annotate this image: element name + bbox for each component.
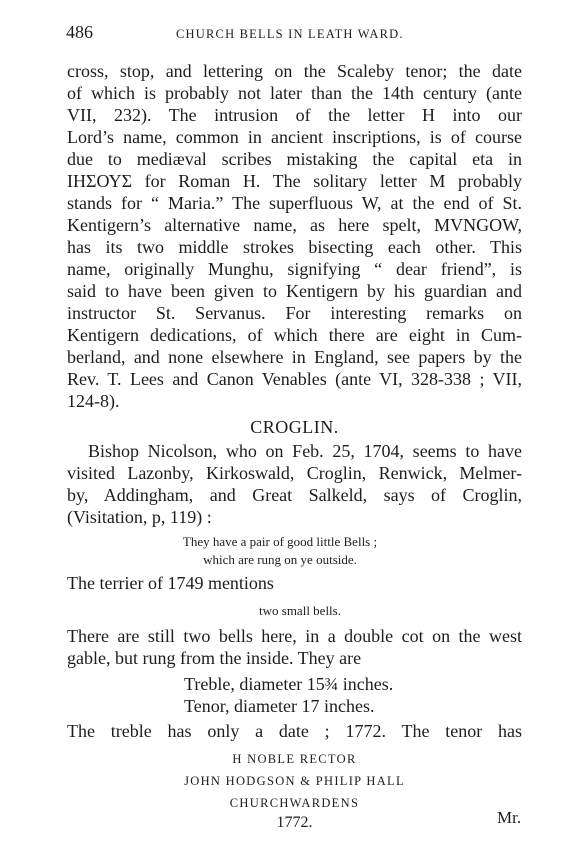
text-line: instructor St. Servanus. For interesting remarks on <box>67 303 522 323</box>
text-line: gable, but rung from the inside. They are <box>67 648 362 668</box>
text-line: (Visitation, p, 119) : <box>67 507 212 527</box>
text-line: VII, 232). The intrusion of the letter H into our <box>67 105 522 125</box>
inscription-line: CHURCHWARDENS <box>229 796 360 810</box>
text-line: Kentigern’s alternative name, as here spelt, MVNGOW, <box>67 215 522 235</box>
text-line: of which is probably not later than the 14th century (ante <box>67 83 522 103</box>
inscription-line: JOHN HODGSON & PHILIP HALL <box>184 774 405 788</box>
page-number: 486 <box>66 22 93 42</box>
text-line: berland, and none elsewhere in England, see papers by the <box>67 347 522 367</box>
quotation-line: two small bells. <box>259 603 341 618</box>
running-title: CHURCH BELLS IN LEATH WARD. <box>176 27 404 41</box>
text-line: by, Addingham, and Great Salkeld, says of Croglin, <box>67 485 522 505</box>
text-line: Rev. T. Lees and Canon Venables (ante VI, 328-338 ; VII, <box>67 369 522 389</box>
text-line: due to mediæval scribes mistaking the capital eta in <box>67 149 522 169</box>
text-line: has its two middle strokes bisecting each other. This <box>67 237 522 257</box>
text-line: There are still two bells here, in a double cot on the west <box>67 626 522 646</box>
inscription-date: 1772. <box>276 814 313 831</box>
bell-tenor: Tenor, diameter 17 inches. <box>184 696 375 716</box>
text-line: 124-8). <box>67 391 120 411</box>
text-line: visited Lazonby, Kirkoswald, Croglin, Renwick, Melmer- <box>67 463 522 483</box>
quotation-line: They have a pair of good little Bells ; <box>182 534 378 549</box>
text-line: stands for “ Maria.” The superfluous W, at the end of St. <box>67 193 522 213</box>
quotation-line: which are rung on ye outside. <box>203 552 357 567</box>
inscription-line: H NOBLE RECTOR <box>232 752 357 766</box>
text-line: Lord’s name, common in ancient inscriptions, is of course <box>67 127 522 147</box>
catchword: Mr. <box>497 808 522 827</box>
text-line: name, originally Munghu, signifying “ dear friend”, is <box>67 259 522 279</box>
text-line: Bishop Nicolson, who on Feb. 25, 1704, seems to have <box>88 441 522 461</box>
text-line: cross, stop, and lettering on the Scaleby tenor; the date <box>67 61 522 81</box>
text-line: Kentigern dedications, of which there are eight in Cum- <box>67 325 522 345</box>
text-line: The terrier of 1749 mentions <box>67 573 274 593</box>
bell-treble: Treble, diameter 15¾ inches. <box>184 674 394 694</box>
text-line: The treble has only a date ; 1772. The tenor has <box>67 721 522 741</box>
text-line: said to have been given to Kentigern by his guardian and <box>67 281 522 301</box>
text-line: ΙΗΣΟΥΣ for Roman H. The solitary letter M probably <box>67 171 522 191</box>
section-heading: CROGLIN. <box>250 417 339 437</box>
